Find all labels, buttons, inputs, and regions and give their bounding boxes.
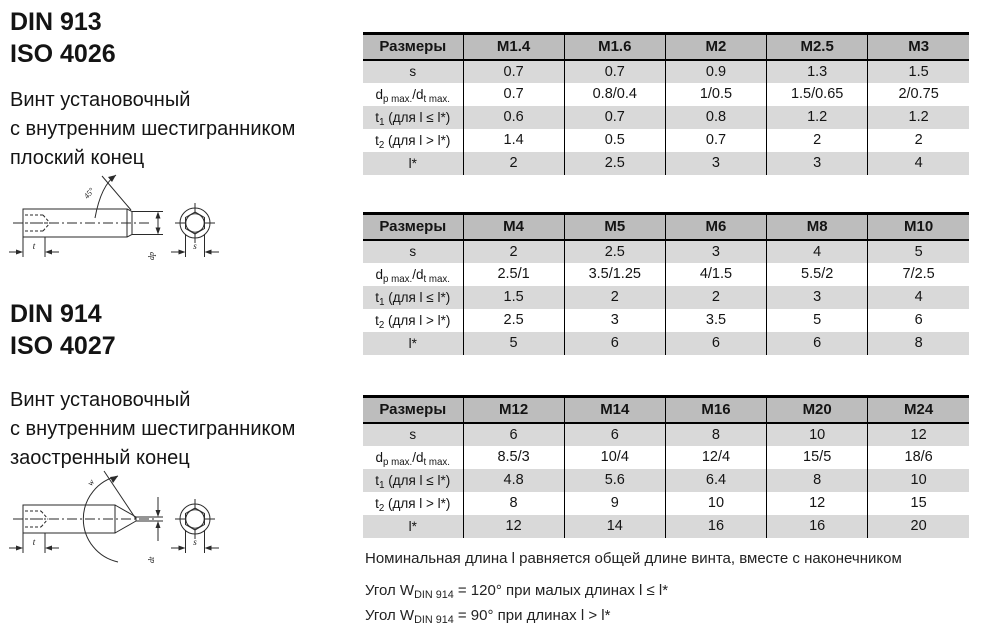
- value-cell: 5: [868, 240, 969, 263]
- description-line: Винт установочный: [10, 89, 191, 111]
- hex-socket-outline: [186, 212, 205, 234]
- value-cell: 2: [463, 152, 564, 175]
- end-view: [171, 203, 219, 257]
- value-cell: 1.3: [767, 60, 868, 83]
- cone-point-set-screw-drawing: [5, 462, 245, 572]
- value-cell: 1.2: [767, 106, 868, 129]
- row-label: l*: [408, 335, 417, 351]
- value-cell: 0.9: [665, 60, 766, 83]
- value-cell: 10: [665, 492, 766, 515]
- side-view: [9, 175, 163, 260]
- value-cell: 10: [767, 423, 868, 446]
- dimensions-table-m1_4-m3: [363, 32, 969, 175]
- description-line: Винт установочный: [10, 389, 191, 411]
- value-cell: 6: [767, 332, 868, 355]
- t-dimension-label: t: [32, 241, 36, 251]
- row-label: s: [409, 64, 417, 79]
- table-row: [363, 515, 969, 538]
- value-cell: 0.5: [564, 129, 665, 152]
- value-cell: 8: [665, 423, 766, 446]
- size-column-header: M3: [868, 34, 969, 60]
- value-cell: 3: [767, 286, 868, 309]
- value-cell: 1/0.5: [665, 83, 766, 106]
- value-cell: 7/2.5: [868, 263, 969, 286]
- row-label: s: [409, 427, 417, 442]
- value-cell: 1.5/0.65: [767, 83, 868, 106]
- row-label: $t_2$ (для l > l*): [375, 312, 451, 331]
- description-line: с внутренним шестигранником: [10, 118, 296, 140]
- value-cell: 2: [564, 286, 665, 309]
- dt-dimension-label: dt: [147, 556, 156, 563]
- dimensions-table-m4-m10: [363, 212, 969, 355]
- value-cell: 2: [868, 129, 969, 152]
- value-cell: 6.4: [665, 469, 766, 492]
- size-column-header: M2: [665, 34, 766, 60]
- hex-socket-outline: [186, 508, 205, 530]
- value-cell: 4: [868, 152, 969, 175]
- chamfer-leader-line: [102, 176, 131, 210]
- dimensions-column-header: Размеры: [363, 397, 463, 423]
- size-column-header: M8: [767, 214, 868, 240]
- value-cell: 1.2: [868, 106, 969, 129]
- description-line: с внутренним шестигранником: [10, 418, 296, 440]
- row-label: $t_1$ (для l ≤ l*): [375, 472, 451, 491]
- size-column-header: M2.5: [767, 34, 868, 60]
- value-cell: 12/4: [665, 446, 766, 469]
- value-cell: 4.8: [463, 469, 564, 492]
- value-cell: 3: [564, 309, 665, 332]
- value-cell: 0.6: [463, 106, 564, 129]
- value-cell: 0.7: [665, 129, 766, 152]
- value-cell: 10: [868, 469, 969, 492]
- value-cell: 15: [868, 492, 969, 515]
- size-column-header: M4: [463, 214, 564, 240]
- value-cell: 3: [767, 152, 868, 175]
- t-dimension-label: t: [32, 537, 36, 547]
- s-dimension-label: s: [193, 537, 197, 547]
- row-label: l*: [408, 155, 417, 171]
- table-row: [363, 286, 969, 309]
- size-column-header: M5: [564, 214, 665, 240]
- angle-arc: [95, 175, 116, 218]
- table-row: [363, 152, 969, 175]
- value-cell: 1.5: [463, 286, 564, 309]
- size-column-header: M24: [868, 397, 969, 423]
- din-914-number: DIN 914: [10, 300, 102, 328]
- row-label: $t_1$ (для l ≤ l*): [375, 289, 451, 308]
- size-column-header: M12: [463, 397, 564, 423]
- value-cell: 3: [665, 152, 766, 175]
- value-cell: 2.5/1: [463, 263, 564, 286]
- value-cell: 6: [868, 309, 969, 332]
- value-cell: 6: [564, 332, 665, 355]
- value-cell: 3.5: [665, 309, 766, 332]
- row-label: $d_{p max.}/d_{t max.}$: [375, 86, 450, 105]
- value-cell: 16: [665, 515, 766, 538]
- value-cell: 3.5/1.25: [564, 263, 665, 286]
- value-cell: 12: [463, 515, 564, 538]
- value-cell: 14: [564, 515, 665, 538]
- value-cell: 1.4: [463, 129, 564, 152]
- value-cell: 2.5: [463, 309, 564, 332]
- value-cell: 1.5: [868, 60, 969, 83]
- standard-1-description: [10, 86, 295, 173]
- value-cell: 10/4: [564, 446, 665, 469]
- value-cell: 3: [665, 240, 766, 263]
- flat-point-set-screw-drawing: [5, 165, 245, 265]
- cone-point-technical-drawing: [5, 462, 245, 572]
- table-row: [363, 492, 969, 515]
- s-dimension-label: s: [193, 241, 197, 251]
- value-cell: 0.7: [463, 60, 564, 83]
- size-column-header: M1.6: [564, 34, 665, 60]
- standard-1-heading: [10, 6, 116, 70]
- value-cell: 6: [463, 423, 564, 446]
- row-label: $d_{p max.}/d_{t max.}$: [375, 449, 450, 468]
- value-cell: 5: [767, 309, 868, 332]
- angle-leader-line: [104, 471, 136, 519]
- note-nominal-length: Номинальная длина l равняется общей длине винта, вместе с наконечником: [365, 550, 902, 567]
- size-column-header: M10: [868, 214, 969, 240]
- value-cell: 4/1.5: [665, 263, 766, 286]
- value-cell: 0.7: [564, 60, 665, 83]
- table-row: [363, 263, 969, 286]
- value-cell: 15/5: [767, 446, 868, 469]
- dimensions-column-header: Размеры: [363, 214, 463, 240]
- value-cell: 5: [463, 332, 564, 355]
- table-row: [363, 332, 969, 355]
- row-label: l*: [408, 518, 417, 534]
- table-row: [363, 446, 969, 469]
- table-row: [363, 60, 969, 83]
- value-cell: 0.7: [463, 83, 564, 106]
- table-row: [363, 423, 969, 446]
- iso-4027-number: ISO 4027: [10, 332, 116, 360]
- row-label: $t_2$ (для l > l*): [375, 132, 451, 151]
- value-cell: 2.5: [564, 152, 665, 175]
- value-cell: 0.7: [564, 106, 665, 129]
- value-cell: 12: [767, 492, 868, 515]
- table-row: [363, 83, 969, 106]
- table-row: [363, 106, 969, 129]
- value-cell: 8: [767, 469, 868, 492]
- iso-4026-number: ISO 4026: [10, 40, 116, 68]
- table-row: [363, 129, 969, 152]
- standard-2-heading: [10, 298, 116, 362]
- description-line: заостренный конец: [10, 447, 190, 469]
- value-cell: 4: [868, 286, 969, 309]
- table-row: [363, 309, 969, 332]
- note-angle-120: Угол $W_{DIN 914} = 120^\circ$ при малых длинах l ≤ l*: [365, 582, 669, 602]
- table-header-row: [363, 397, 969, 423]
- value-cell: 0.8: [665, 106, 766, 129]
- description-line: плоский конец: [10, 147, 145, 169]
- row-label: $d_{p max.}/d_{t max.}$: [375, 266, 450, 285]
- value-cell: 6: [665, 332, 766, 355]
- cone-angle-label: w: [84, 477, 97, 488]
- value-cell: 2: [665, 286, 766, 309]
- side-view: [9, 471, 163, 563]
- dimensions-column-header: Размеры: [363, 34, 463, 60]
- value-cell: 4: [767, 240, 868, 263]
- value-cell: 6: [564, 423, 665, 446]
- note-angle-90: Угол $W_{DIN 914} = 90^\circ$ при длинах l > l*: [365, 607, 611, 627]
- value-cell: 8: [463, 492, 564, 515]
- row-label: $t_1$ (для l ≤ l*): [375, 109, 451, 128]
- table-row: [363, 469, 969, 492]
- size-column-header: M20: [767, 397, 868, 423]
- row-label: s: [409, 244, 417, 259]
- table-row: [363, 240, 969, 263]
- table-header-row: [363, 214, 969, 240]
- value-cell: 16: [767, 515, 868, 538]
- row-label: $t_2$ (для l > l*): [375, 495, 451, 514]
- flat-point-technical-drawing: [5, 165, 245, 265]
- value-cell: 12: [868, 423, 969, 446]
- size-column-header: M6: [665, 214, 766, 240]
- size-column-header: M14: [564, 397, 665, 423]
- dp-dimension-label: dp: [147, 252, 156, 260]
- value-cell: 8.5/3: [463, 446, 564, 469]
- value-cell: 2/0.75: [868, 83, 969, 106]
- value-cell: 5.6: [564, 469, 665, 492]
- value-cell: 18/6: [868, 446, 969, 469]
- chamfer-angle-label: 45°: [82, 186, 97, 201]
- value-cell: 2.5: [564, 240, 665, 263]
- value-cell: 2: [463, 240, 564, 263]
- center-tick-marks: [175, 203, 215, 243]
- standard-2-description: [10, 386, 295, 473]
- value-cell: 5.5/2: [767, 263, 868, 286]
- value-cell: 8: [868, 332, 969, 355]
- size-column-header: M16: [665, 397, 766, 423]
- center-tick-marks: [175, 499, 215, 539]
- value-cell: 20: [868, 515, 969, 538]
- end-view: [171, 499, 219, 553]
- dimensions-table-m12-m24: [363, 395, 969, 538]
- table-header-row: [363, 34, 969, 60]
- footnotes: [365, 550, 977, 625]
- size-column-header: M1.4: [463, 34, 564, 60]
- value-cell: 2: [767, 129, 868, 152]
- value-cell: 9: [564, 492, 665, 515]
- value-cell: 0.8/0.4: [564, 83, 665, 106]
- din-913-number: DIN 913: [10, 8, 102, 36]
